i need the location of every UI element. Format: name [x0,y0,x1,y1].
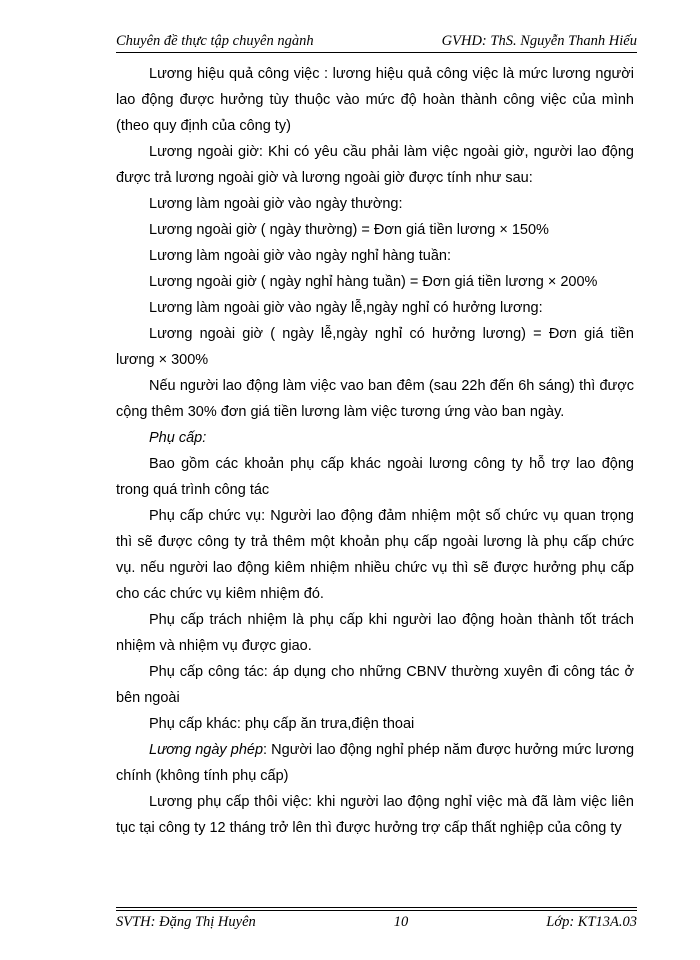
paragraph: Nếu người lao động làm việc vao ban đêm (sau 22h đến 6h sáng) thì được cộng thêm 30% đơn giá tiền lương làm việc tương ứng vào ban ngày. [116,378,634,420]
document-body [116,61,634,841]
page-header [116,33,637,53]
paragraph: Lương ngoài giờ ( ngày nghỉ hàng tuần) = Đơn giá tiền lương × 200% [149,274,598,290]
paragraph: Lương làm ngoài giờ vào ngày thường: [149,196,403,212]
paragraph: Lương hiệu quả công việc : lương hiệu quả công việc là mức lương người lao động được hưởng tùy thuộc vào mức độ hoàn thành công việc của mình (theo quy định của công ty) [116,66,634,134]
footer-class: Lớp: KT13A.03 [546,914,637,930]
paragraph: Phụ cấp chức vụ: Người lao động đảm nhiệm một số chức vụ quan trọng thì sẽ được công ty trả thêm một khoản phụ cấp ngoài lương là phụ cấp chức vụ. nếu người lao động kiêm nhiệm nhiều chức vụ thì sẽ được hưởng phụ cấp cho các chức vụ kiêm nhiệm đó. [116,508,634,602]
paragraph: Lương làm ngoài giờ vào ngày nghỉ hàng tuần: [149,248,452,264]
paragraph: Lương ngoài giờ ( ngày lễ,ngày nghỉ có hưởng lương) = Đơn giá tiền lương × 300% [116,326,634,368]
footer-rule [116,907,637,908]
paragraph: Bao gồm các khoản phụ cấp khác ngoài lương công ty hỗ trợ lao động trong quá trình công tác [116,456,634,498]
page-number: 10 [393,914,409,930]
paragraph: Lương ngoài giờ ( ngày thường) = Đơn giá tiền lương × 150% [149,222,549,238]
paragraph-rest: : Người lao động nghỉ phép năm được hưởng mức lương chính (không tính phụ cấp) [116,742,635,784]
header-right: GVHD: ThS. Nguyễn Thanh Hiếu [441,33,637,49]
footer-rule [116,910,637,911]
paragraph [116,737,634,789]
paragraph: Phụ cấp khác: phụ cấp ăn trưa,điện thoai [149,716,415,732]
paragraph: Phụ cấp công tác: áp dụng cho những CBNV thường xuyên đi công tác ở bên ngoài [116,664,634,706]
page-footer [116,914,637,931]
paragraph: Lương ngoài giờ: Khi có yêu cầu phải làm việc ngoài giờ, người lao động được trả lương ngoài giờ và lương ngoài giờ được tính như sau: [116,144,634,186]
header-left: Chuyên đề thực tập chuyên ngành [116,33,314,49]
footer-student: SVTH: Đặng Thị Huyên [116,914,256,930]
section-heading-phu-cap: Phụ cấp: [149,430,207,446]
paragraph-lead: Lương ngày phép [149,742,264,758]
paragraph: Lương làm ngoài giờ vào ngày lễ,ngày nghỉ có hưởng lương: [149,300,543,316]
paragraph: Lương phụ cấp thôi việc: khi người lao động nghỉ việc mà đã làm việc liên tục tại công ty 12 tháng trở lên thì được hưởng trợ cấp thất nghiệp của công ty [116,794,634,836]
paragraph: Phụ cấp trách nhiệm là phụ cấp khi người lao động hoàn thành tốt trách nhiệm và nhiệm vụ được giao. [116,612,634,654]
